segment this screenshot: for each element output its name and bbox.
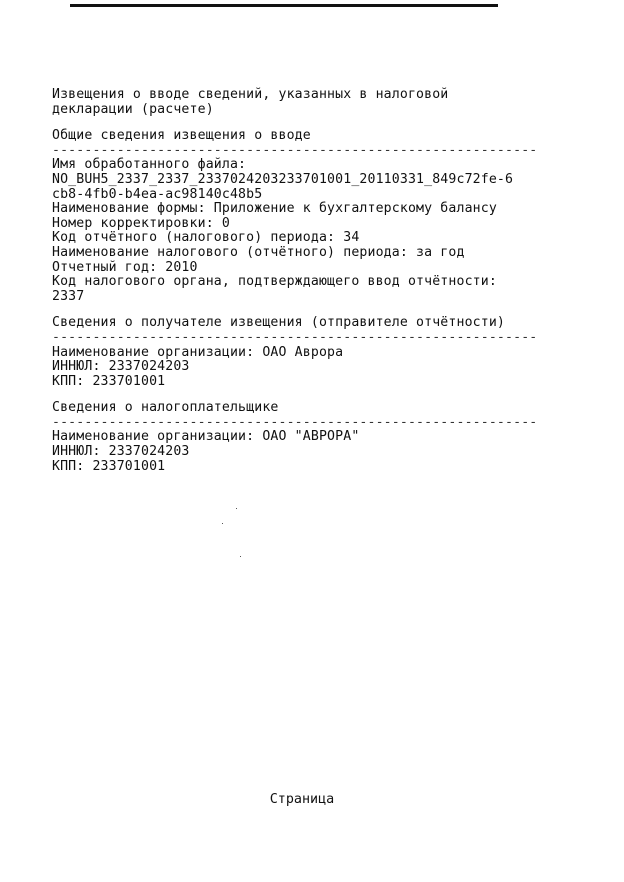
notice-document	[52, 88, 612, 474]
section-divider: ------------------------------------------------------------	[52, 142, 538, 158]
file-name-value-1: NO_BUH5_2337_2337_2337024203233701001_20110331_849c72fe-6	[52, 171, 514, 187]
section-heading-taxpayer: Сведения о налогоплательщике	[52, 400, 279, 416]
recipient-inn: ИННЮЛ: 2337024203	[52, 359, 190, 375]
scan-speck	[222, 523, 223, 524]
section-heading-recipient: Сведения о получателе извещения (отправителе отчётности)	[52, 315, 506, 331]
scan-speck	[236, 508, 237, 509]
file-name-value-2: cb8-4fb0-b4ea-ac98140c48b5	[52, 186, 263, 202]
taxpayer-org-name: Наименование организации: ОАО "АВРОРА"	[52, 429, 360, 445]
period-name: Наименование налогового (отчётного) периода: за год	[52, 244, 465, 260]
taxpayer-kpp: КПП: 233701001	[52, 458, 166, 474]
section-divider: ------------------------------------------------------------	[52, 414, 538, 430]
page-footer-label: Страница	[269, 792, 335, 807]
document-title-line-1: Извещения о вводе сведений, указанных в налоговой	[52, 87, 449, 102]
tax-authority-code-label: Код налогового органа, подтверждающего ввод отчётности:	[52, 274, 497, 290]
correction-number: Номер корректировки: 0	[52, 215, 230, 231]
taxpayer-inn: ИННЮЛ: 2337024203	[52, 444, 190, 460]
section-divider: ------------------------------------------------------------	[52, 329, 538, 345]
document-title-line-2: декларации (расчете)	[52, 101, 214, 117]
top-border-line	[70, 4, 498, 7]
reporting-year: Отчетный год: 2010	[52, 259, 198, 275]
tax-authority-code-value: 2337	[52, 288, 85, 304]
recipient-kpp: КПП: 233701001	[52, 373, 166, 389]
period-code: Код отчётного (налогового) периода: 34	[52, 230, 360, 246]
form-name: Наименование формы: Приложение к бухгалтерскому балансу	[52, 201, 497, 217]
scan-speck	[240, 556, 241, 557]
section-heading-general: Общие сведения извещения о вводе	[52, 128, 311, 144]
file-name-label: Имя обработанного файла:	[52, 157, 247, 173]
recipient-org-name: Наименование организации: ОАО Аврора	[52, 344, 344, 360]
